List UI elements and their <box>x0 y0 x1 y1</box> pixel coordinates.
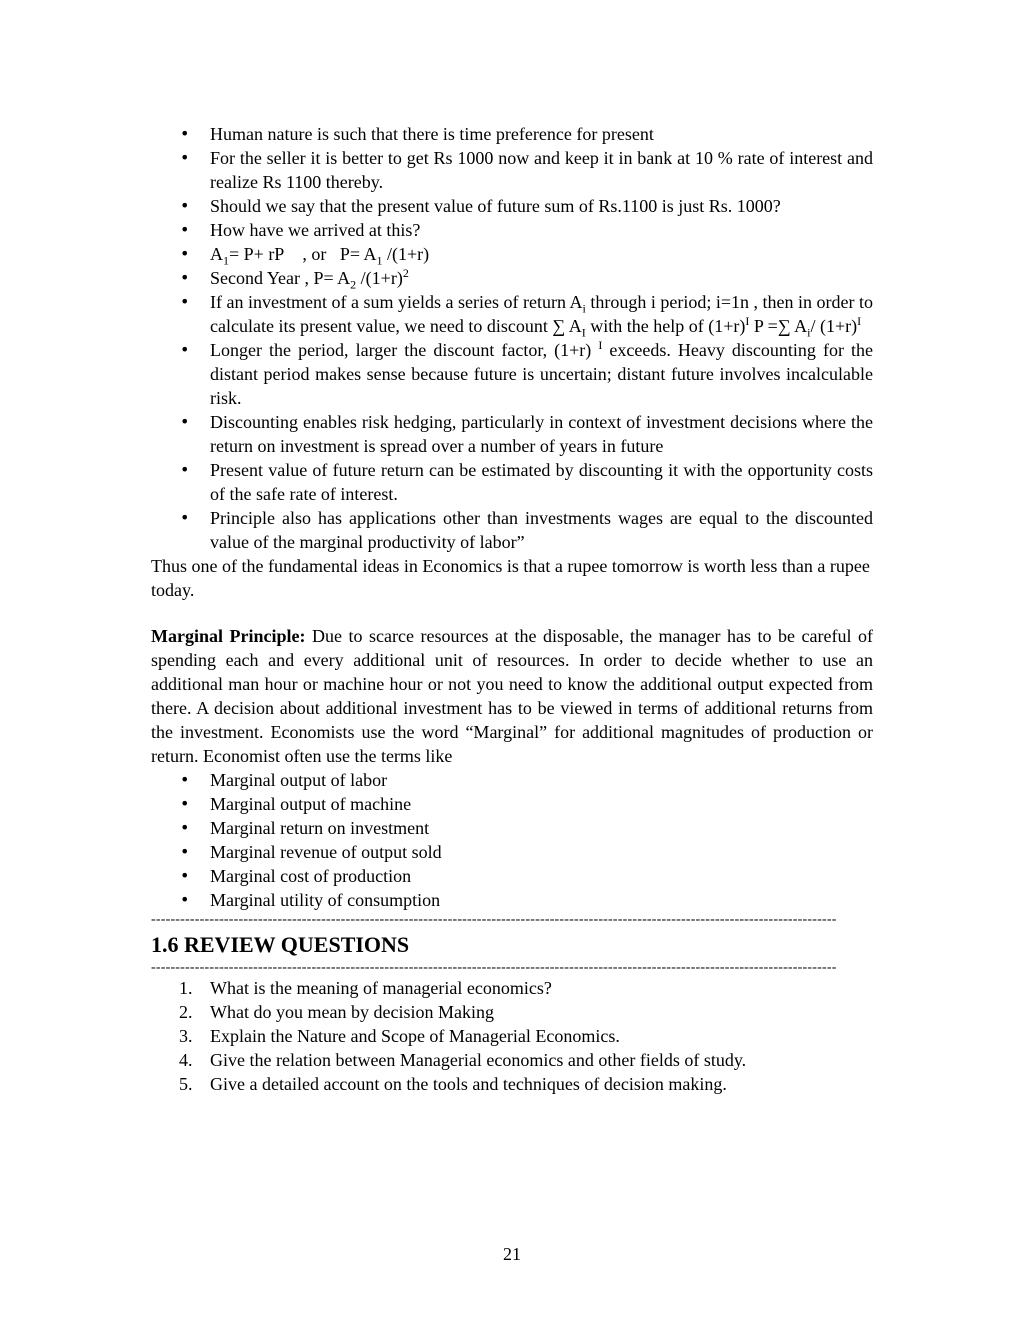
question-number: 3. <box>179 1026 193 1046</box>
page-number: 21 <box>503 1244 521 1264</box>
formula-item-longer-period <box>151 338 873 410</box>
formula-item-second-year <box>151 266 873 290</box>
list-item: • Should we say that the present value of future sum of Rs.1100 is just Rs. 1000? <box>151 194 873 218</box>
document-body <box>151 122 873 1096</box>
list-item: • Marginal cost of production <box>151 864 873 888</box>
formula-text: /(1+r) <box>382 244 430 264</box>
list-item: • How have we arrived at this? <box>151 218 873 242</box>
list-item: • Marginal revenue of output sold <box>151 840 873 864</box>
section-heading: 1.6 REVIEW QUESTIONS <box>151 932 410 957</box>
question-number: 4. <box>179 1050 193 1070</box>
formula-superscript: I <box>745 314 750 328</box>
marginal-principle-text: Due to scarce resources at the disposable, the manager has to be careful of spending each and every additional unit of resources. In order to decide whether to use an additional man hour or machine hour or not you need to know the additional output expected from there. A decision about additional investment has to be viewed in terms of additional returns from the investment. Economists use the word “Marginal” for additional magnitudes of production or return. Economist often use the terms like <box>151 626 873 766</box>
formula-superscript: I <box>857 314 862 328</box>
question-item <box>151 976 873 1000</box>
formula-text: = P+ rP , or P= A <box>229 244 377 264</box>
question-text: Give a detailed account on the tools and techniques of decision making. <box>210 1074 727 1094</box>
formula-subscript: i <box>807 325 811 340</box>
paragraph-gap <box>151 602 873 624</box>
list-item: • Marginal output of machine <box>151 792 873 816</box>
formula-subscript: 2 <box>350 277 357 292</box>
formula-text: exceeds. Heavy discounting for the distant period makes sense because future is uncertain; distant future involves incalculable risk. <box>210 340 873 408</box>
dashed-separator: --------------------------------------------------------------------------------------------------------------------------------------------- <box>151 960 837 975</box>
formula-text: Longer the period, larger the discount factor, (1+r) <box>210 340 599 360</box>
list-item: • Marginal utility of consumption <box>151 888 873 912</box>
marginal-terms-list <box>151 768 873 912</box>
question-text: What is the meaning of managerial economics? <box>210 978 552 998</box>
conclusion-paragraph: Thus one of the fundamental ideas in Economics is that a rupee tomorrow is worth less than a rupee today. <box>151 556 870 600</box>
formula-subscript: i <box>582 301 586 316</box>
formula-text: P =∑ A <box>749 316 808 336</box>
question-item <box>151 1024 873 1048</box>
question-number: 1. <box>179 978 193 998</box>
list-item: • Marginal return on investment <box>151 816 873 840</box>
formula-text: Second Year , P= A <box>210 268 351 288</box>
marginal-principle-paragraph <box>151 624 873 768</box>
discounting-bullet-list <box>151 122 873 554</box>
formula-superscript: 2 <box>402 266 409 280</box>
formula-text: A <box>210 244 223 264</box>
question-number: 2. <box>179 1002 193 1022</box>
formula-text: with the help of (1+r) <box>585 316 746 336</box>
question-text: What do you mean by decision Making <box>210 1002 494 1022</box>
formula-item-a1 <box>151 242 873 266</box>
list-item: • Present value of future return can be estimated by discounting it with the opportunity costs of the safe rate of interest. <box>151 458 873 506</box>
list-item: • For the seller it is better to get Rs 1000 now and keep it in bank at 10 % rate of interest and realize Rs 1100 thereby. <box>151 146 873 194</box>
marginal-principle-label: Marginal Principle: <box>151 626 306 646</box>
formula-subscript: 1 <box>376 253 383 268</box>
formula-text: If an investment of a sum yields a series of return A <box>210 292 583 312</box>
question-text: Explain the Nature and Scope of Managerial Economics. <box>210 1026 620 1046</box>
list-item: • Marginal output of labor <box>151 768 873 792</box>
question-item <box>151 1048 873 1072</box>
list-item: • Human nature is such that there is time preference for present <box>151 122 873 146</box>
formula-superscript: I <box>598 338 603 352</box>
formula-subscript: I <box>581 325 586 340</box>
question-number: 5. <box>179 1074 193 1094</box>
formula-text: through i period; i=1n , then in order to calculate its present value, we need to discount ∑ A <box>210 292 873 336</box>
dashed-separator: --------------------------------------------------------------------------------------------------------------------------------------------- <box>151 912 837 927</box>
formula-subscript: 1 <box>223 253 229 268</box>
question-text: Give the relation between Managerial economics and other fields of study. <box>210 1050 747 1070</box>
formula-text: /(1+r) <box>356 268 403 288</box>
formula-text: / (1+r) <box>810 316 858 336</box>
question-item <box>151 1072 873 1096</box>
list-item: • Principle also has applications other than investments wages are equal to the discounted value of the marginal productivity of labor” <box>151 506 873 554</box>
list-item: • Discounting enables risk hedging, particularly in context of investment decisions where the return on investment is spread over a number of years in future <box>151 410 873 458</box>
formula-item-series <box>151 290 873 338</box>
review-questions-list <box>151 976 873 1096</box>
question-item <box>151 1000 873 1024</box>
